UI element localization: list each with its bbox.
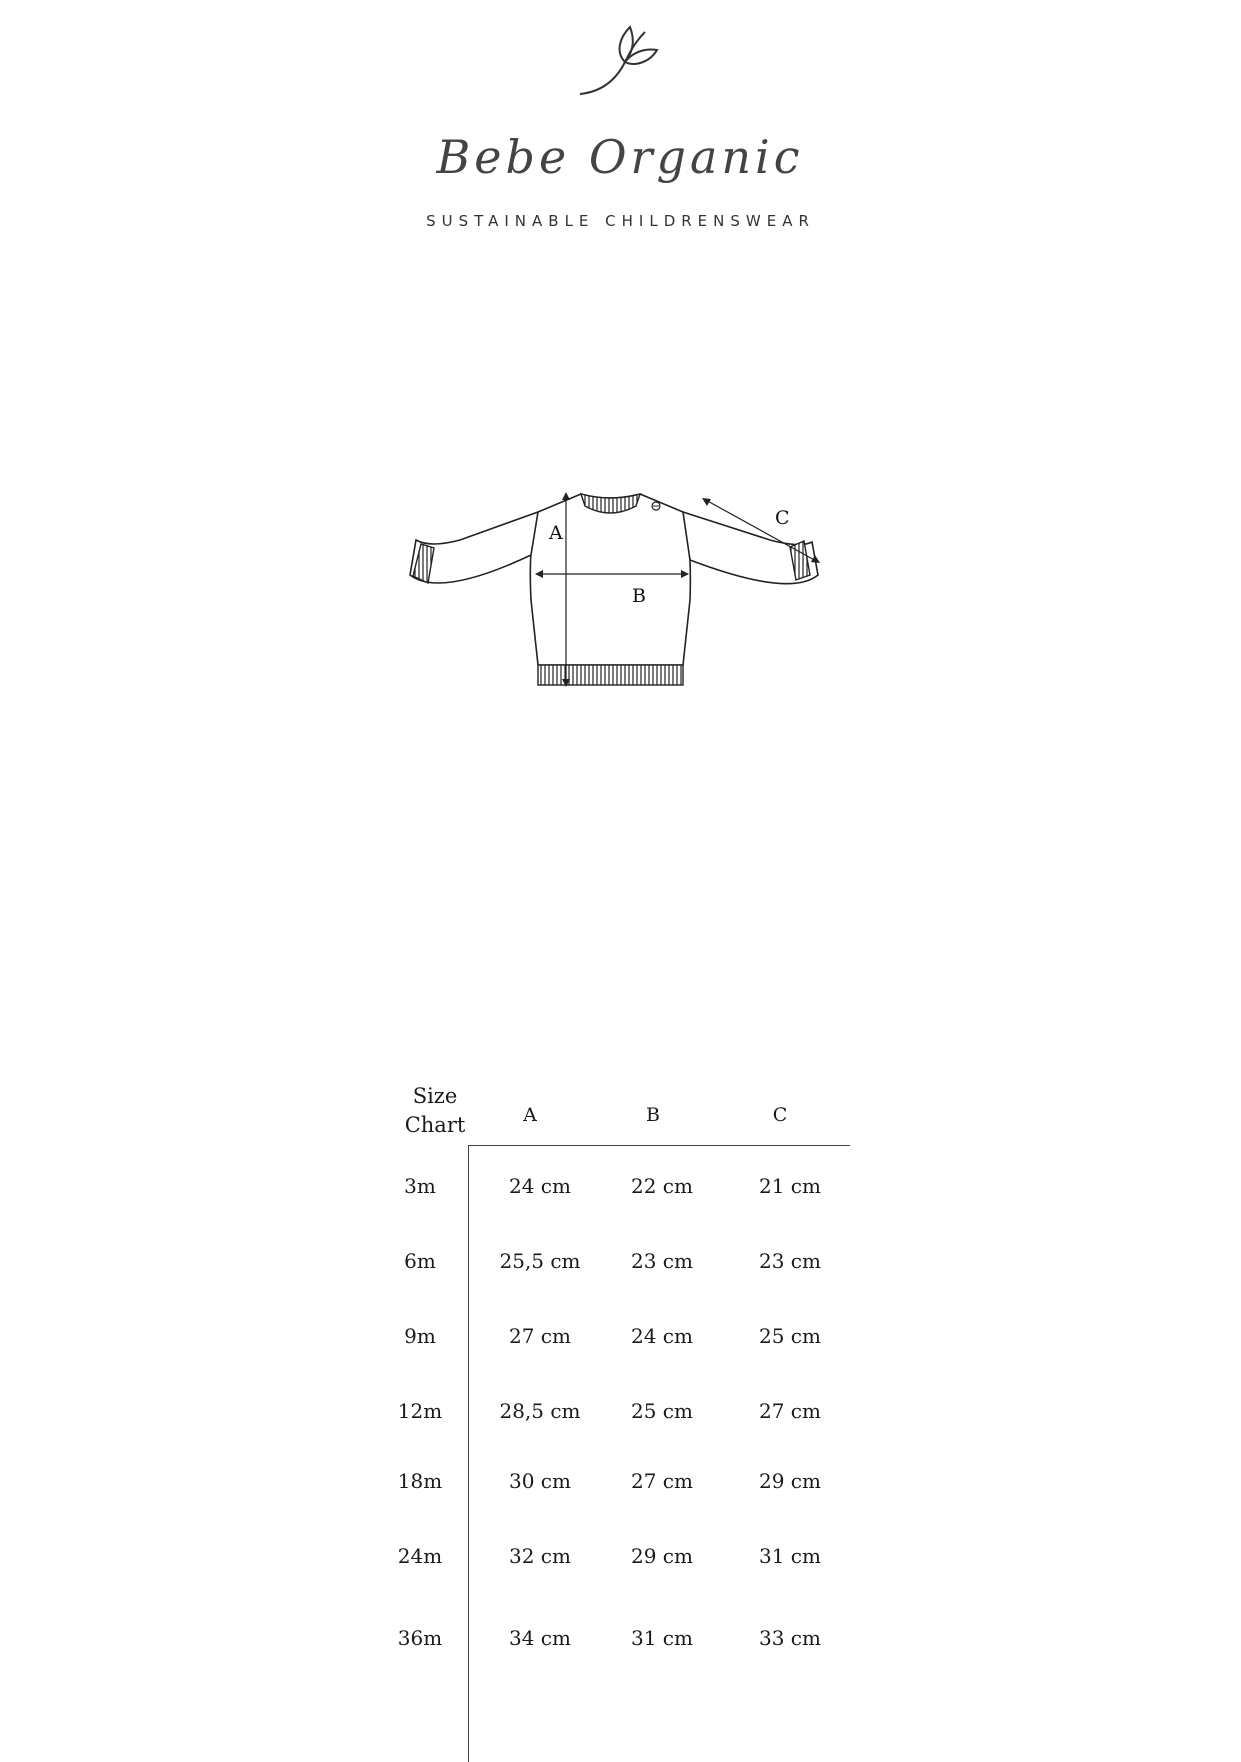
sweater-body (530, 494, 690, 665)
row-value-b: 31 cm (631, 1626, 693, 1650)
row-value-b: 27 cm (631, 1469, 693, 1493)
row-size: 12m (397, 1399, 443, 1423)
column-header-a: A (523, 1104, 537, 1126)
row-value-a: 24 cm (509, 1174, 571, 1198)
row-value-b: 22 cm (631, 1174, 693, 1198)
row-value-b: 23 cm (631, 1249, 693, 1273)
row-value-b: 25 cm (631, 1399, 693, 1423)
table-row (380, 1324, 850, 1354)
row-value-a: 28,5 cm (499, 1399, 581, 1423)
row-value-c: 27 cm (759, 1399, 821, 1423)
hem-rib (538, 665, 683, 685)
row-value-b: 24 cm (631, 1324, 693, 1348)
column-header-c: C (772, 1104, 788, 1126)
row-size: 3m (404, 1174, 436, 1198)
row-value-a: 32 cm (509, 1544, 571, 1568)
column-header-b: B (646, 1104, 660, 1126)
brand-tagline: SUSTAINABLE CHILDRENSWEAR (426, 212, 815, 230)
row-value-a: 27 cm (509, 1324, 571, 1348)
row-size: 24m (397, 1544, 443, 1568)
row-size: 18m (397, 1469, 443, 1493)
brand-header (0, 0, 1241, 260)
measure-label-c: C (775, 507, 790, 529)
table-row (380, 1626, 850, 1656)
sweater-diagram (400, 480, 850, 720)
row-value-c: 23 cm (759, 1249, 821, 1273)
table-row (380, 1174, 850, 1204)
header-divider (468, 1145, 850, 1146)
size-chart-heading-line1: Size (412, 1084, 458, 1108)
table-row (380, 1544, 850, 1574)
row-size: 36m (397, 1626, 443, 1650)
row-size: 6m (404, 1249, 436, 1273)
size-chart-table (380, 1082, 850, 1702)
row-size: 9m (404, 1324, 436, 1348)
brand-name: Bebe Organic (436, 130, 804, 184)
row-value-c: 25 cm (759, 1324, 821, 1348)
row-value-b: 29 cm (631, 1544, 693, 1568)
row-value-a: 30 cm (509, 1469, 571, 1493)
measure-label-b: B (632, 585, 646, 607)
measure-label-a: A (549, 522, 563, 544)
table-row (380, 1399, 850, 1429)
table-row (380, 1469, 850, 1499)
row-value-a: 34 cm (509, 1626, 571, 1650)
row-value-a: 25,5 cm (499, 1249, 581, 1273)
brand-wordmark (420, 118, 820, 208)
size-chart-heading (390, 1082, 480, 1140)
row-value-c: 29 cm (759, 1469, 821, 1493)
size-chart-heading-line2: Chart (404, 1113, 466, 1137)
size-column-divider (468, 1145, 469, 1762)
row-value-c: 21 cm (759, 1174, 821, 1198)
row-value-c: 31 cm (759, 1544, 821, 1568)
table-row (380, 1249, 850, 1279)
row-value-c: 33 cm (759, 1626, 821, 1650)
leaf-logo-icon (575, 22, 665, 102)
